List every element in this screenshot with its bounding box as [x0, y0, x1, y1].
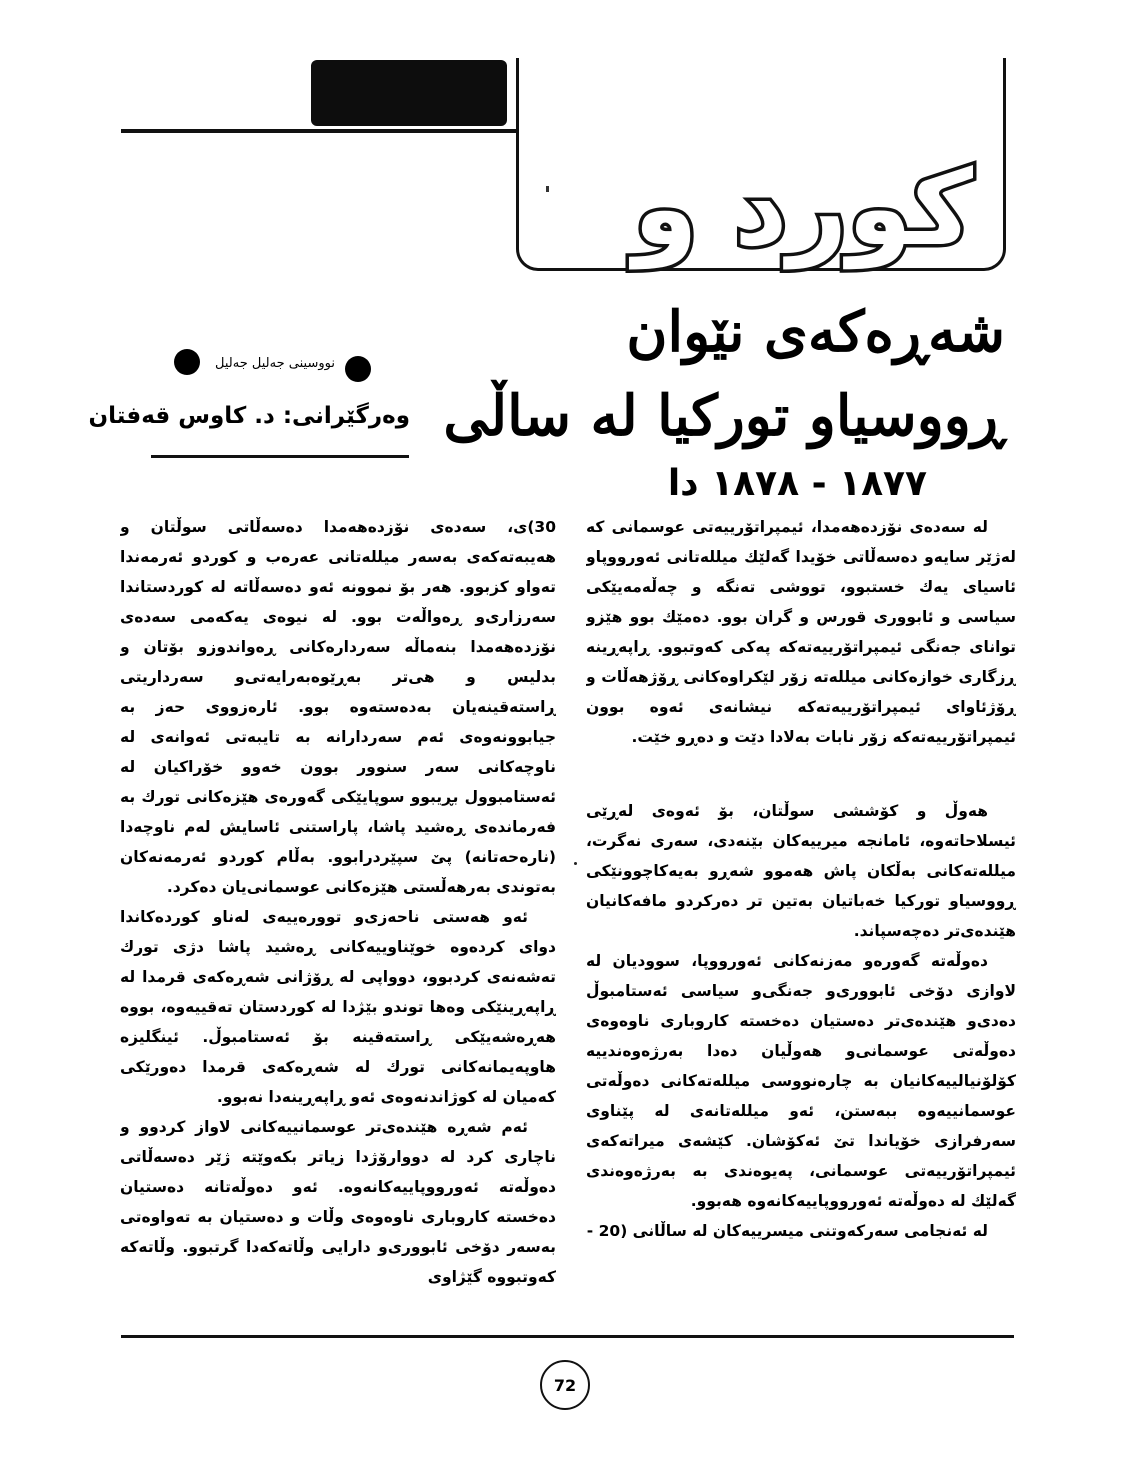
- paragraph: هەوڵ و کۆششی سوڵتان، بۆ ئەوەی لەڕێی ئیسلاحاتەوە، ئامانجە میرییەکان بێنەدی، سەری نەگرت، میللەتەکانی بەڵکان پاش هەموو شەڕو بەیەکاچوونێکی ڕووسیاو تورکیا خەباتیان بەتین تر دەرکردو مافەکانیان هێندەی‌تر دەچەسپاند.: [586, 802, 1016, 940]
- header-black-tab: [311, 60, 507, 126]
- paragraph: ئەو هەستی ناحەزی‌و توورەییەی لەناو کوردەکاندا دوای کردەوە خوێناوییەکانی ڕەشید پاشا دژی تورك تەشەنەی کردبوو، دوواپی لە ڕۆژانی شەڕەکەی قرمدا لە ڕاپەڕینێکی وەها توندو بێژدا لە کوردستان تەقییەوە، بووە هەڕەشەیێکی ڕاستەقینە بۆ ئەستامبوڵ. ئینگلیزە هاوپەیمانەکانی تورك لە شەڕەکەی قرمدا دەورێکی کەمیان لە کوژاندنەوەی ئەو ڕاپەڕینەدا نەبوو.: [120, 908, 556, 1106]
- page-number-badge: [540, 1360, 590, 1410]
- magazine-logo: [633, 147, 973, 269]
- magazine-logo-box: [516, 58, 1006, 271]
- page-number: 72: [553, 1375, 577, 1395]
- paragraph: 30)ی، سەدەی نۆزدەهەمدا دەسەڵاتی سوڵتان و هەیبەتەکەی بەسەر میللەتانی عەرەب و کوردو ئەرمەندا تەواو کزبوو. هەر بۆ نموونە ئەو دەسەڵاتە لە کوردستاندا سەرزاری‌و ڕەواڵەت بوو. لە نیوەی یەکەمی سەدەی نۆزدەهەمدا بنەماڵە سەردارەکانی ڕەواندوزو بۆتان و بدلیس و هی‌تر بەڕێوەبەرایەتی‌و سەرداریتی ڕاستەقینەیان بەدەستەوە بوو. ئارەزووی حەز بە جیابوونەوەی ئەم سەردارانە بە تایبەتی ئەوانەی لە ناوچەکانی سەر سنوور بوون خەوو خۆراکیان لە ئەستامبوول بڕیبوو سوپایێکی گەورەی هێزەکانی تورك بە فەرماندەی ڕەشید پاشا، پاراستنی ئاسایش لەم ناوچەدا (نارەحەتانە) پێ سپێردرابوو. بەڵام کوردو ئەرمەنەکان بەتوندی بەرهەڵستی هێزەکانی عوسمانی‌یان دەکرد.: [120, 518, 556, 896]
- article-title-line-2: ڕووسیاو تورکیا لە ساڵی: [443, 383, 1005, 449]
- magazine-logo-text: کورد و: [633, 147, 973, 269]
- translator-line: وەرگێرانی: د. کاوس قەفتان: [88, 403, 410, 429]
- paragraph: ئەم شەڕە هێندەی‌تر عوسمانییەکانی لاواز کردوو و ناچاری کرد لە دووارۆژدا زیاتر بکەوێتە ژێر دەسەڵاتی دەوڵەتە ئەورووپاییەکانەوە. ئەو دەوڵەتانە دەستیان دەخستە کاروباری ناوەوەی وڵات و دەستیان بە تەواوەتی بەسەر دۆخی ئابووری‌و دارایی وڵاتەکەدا گرتبوو. وڵاتەکە کەوتبووە گێژاوی: [120, 1118, 556, 1286]
- scan-speck: [546, 186, 549, 192]
- bullet-dot-icon: [174, 349, 200, 375]
- paragraph: لە ئەنجامی سەرکەوتنی میسرییەکان لە ساڵانی (20 -: [586, 1222, 988, 1240]
- bullet-dot-icon: [345, 356, 371, 382]
- right-column: [586, 512, 1016, 1324]
- paragraph: دەوڵەتە گەورەو مەزنەکانی ئەورووپا، سوودیان لە لاوازی دۆخی ئابووری‌و جەنگی‌و سیاسی ئەستامبوڵ دەدی‌و هێندەی‌تر دەستیان دەخستە کاروباری ناوەوەی دەوڵەتی عوسمانی‌و هەوڵیان دەدا بەرژەوەندییە کۆلۆنیالییەکانیان بە چارەنووسی میللەتەکانی دەوڵەتی عوسمانییەوە ببەستن، ئەو میللەتانەی لە پێناوی سەرفرازی خۆیاندا تێ ئەکۆشان. کێشەی میراتەکەی ئیمپراتۆرییەتی عوسمانی، پەیوەندی بە بەرژەوەندی گەلێك لە دەوڵەتە ئەورووپاییەکانەوە هەبوو.: [586, 952, 1016, 1210]
- byline-rule: [151, 455, 409, 458]
- article-title-years: ١٨٧٧ - ١٨٧٨ دا: [667, 463, 927, 504]
- article-title-line-1: شەڕەکەی نێوان: [626, 299, 1005, 365]
- article-title-block: [445, 290, 1005, 508]
- author-line: نووسینی جەلیل جەلیل: [215, 356, 335, 371]
- paragraph: لە سەدەی نۆزدەهەمدا، ئیمپراتۆرییەتی عوسمانی کە لەژێر سایەو دەسەڵاتی خۆیدا گەلێك میللەتانی ئەورووپاو ئاسیای یەك خستبوو، تووشی تەنگە و چەڵەمەیێکی سیاسی و ئابووری قورس و گران بوو. دەمێك بوو هێزو توانای جەنگی ئیمپراتۆرییەتەکە پەکی کەوتبوو. ڕاپەڕینە ڕزگاری خوازەکانی میللەتە زۆر لێکراوەکانی ڕۆژهەڵات و ڕۆژئاوای ئیمپراتۆرییەتەکە نیشانەی ئەوە بوون ئیمپراتۆرییەتەکە زۆر نابات بەلادا دێت و دەڕو خێت.: [586, 518, 1016, 746]
- scan-speck: [574, 862, 577, 865]
- header-rule: [121, 129, 516, 133]
- left-column: [120, 512, 556, 1324]
- footer-rule: [121, 1335, 1014, 1338]
